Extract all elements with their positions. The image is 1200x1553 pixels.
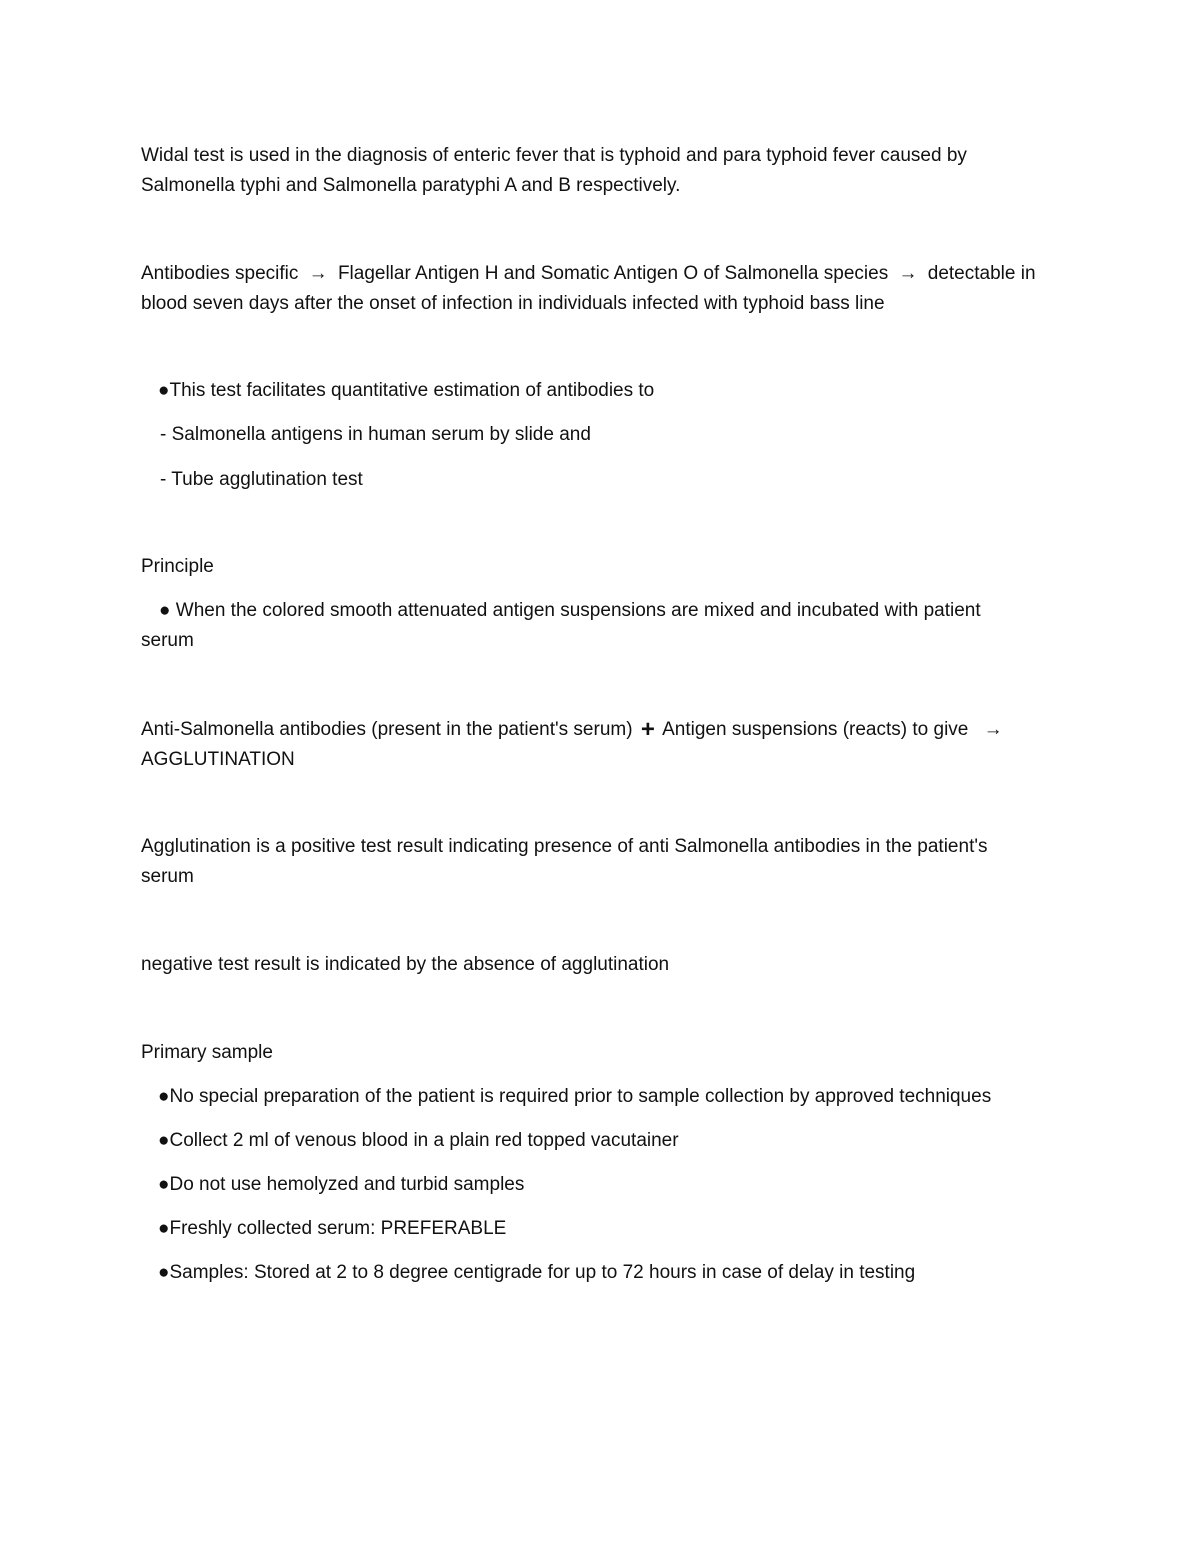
quant-line-2: - Salmonella antigens in human serum by slide and	[160, 424, 591, 445]
bullet-icon: ●	[158, 1262, 170, 1283]
quant-line-1: This test facilitates quantitative estimation of antibodies to	[169, 380, 655, 401]
sample-item	[158, 1214, 1058, 1244]
reaction-text-2: Antigen suspensions (reacts) to give	[662, 719, 969, 740]
quant-bullet-item	[158, 376, 1058, 406]
right-arrow-icon: →	[308, 263, 328, 284]
quant-line-3: - Tube agglutination test	[160, 469, 363, 490]
sample-item-text: Do not use hemolyzed and turbid samples	[169, 1174, 525, 1195]
bullet-icon: ●	[159, 600, 171, 621]
principle-heading	[141, 552, 1051, 582]
sample-item	[158, 1082, 1058, 1112]
positive-line-1: Agglutination is a positive test result indicating presence of anti Salmonella antibodies in the patient's	[141, 836, 988, 857]
positive-line-2: serum	[141, 866, 194, 887]
antibodies-text-3: detectable in	[927, 263, 1036, 284]
antibodies-paragraph	[141, 259, 1061, 319]
positive-paragraph	[141, 832, 1061, 892]
right-arrow-icon: →	[983, 719, 1003, 740]
sample-item-text: Samples: Stored at 2 to 8 degree centigrade for up to 72 hours in case of delay in testing	[169, 1262, 916, 1283]
sample-item-text: No special preparation of the patient is required prior to sample collection by approved techniques	[169, 1086, 992, 1107]
right-arrow-icon: →	[898, 263, 918, 284]
quant-dash-item-1	[160, 420, 1040, 450]
sample-heading	[141, 1038, 1051, 1068]
sample-item-text: Collect 2 ml of venous blood in a plain red topped vacutainer	[169, 1130, 679, 1151]
principle-text-2: serum	[141, 630, 194, 651]
antibodies-text-1: Antibodies specific	[141, 263, 299, 284]
reaction-paragraph	[141, 715, 1061, 775]
bullet-icon: ●	[158, 1130, 170, 1151]
bullet-icon: ●	[158, 1086, 170, 1107]
negative-text: negative test result is indicated by the absence of agglutination	[141, 954, 670, 975]
reaction-result: AGGLUTINATION	[141, 749, 295, 770]
intro-line-2: Salmonella typhi and Salmonella paratyphi A and B respectively.	[141, 175, 681, 196]
bullet-icon: ●	[158, 1218, 170, 1239]
reaction-text-1: Anti-Salmonella antibodies (present in the patient's serum)	[141, 719, 633, 740]
bullet-icon: ●	[158, 1174, 170, 1195]
antibodies-text-2: Flagellar Antigen H and Somatic Antigen O of Salmonella species	[337, 263, 889, 284]
intro-line-1: Widal test is used in the diagnosis of enteric fever that is typhoid and para typhoid fever caused by	[141, 145, 967, 166]
sample-item	[158, 1258, 1058, 1288]
bullet-icon: ●	[158, 380, 170, 401]
sample-item	[158, 1126, 1058, 1156]
principle-bullet-item	[141, 596, 1041, 656]
sample-item	[158, 1170, 1058, 1200]
antibodies-line-2: blood seven days after the onset of infection in individuals infected with typhoid bass line	[141, 293, 885, 314]
principle-text-1: When the colored smooth attenuated antigen suspensions are mixed and incubated with patient	[170, 600, 981, 621]
principle-heading-text: Principle	[141, 556, 214, 577]
plus-icon: +	[640, 716, 655, 743]
intro-paragraph	[141, 141, 1051, 201]
sample-heading-text: Primary sample	[141, 1042, 273, 1063]
negative-paragraph	[141, 950, 1051, 980]
quant-dash-item-2	[160, 465, 1040, 495]
sample-item-text: Freshly collected serum: PREFERABLE	[169, 1218, 507, 1239]
